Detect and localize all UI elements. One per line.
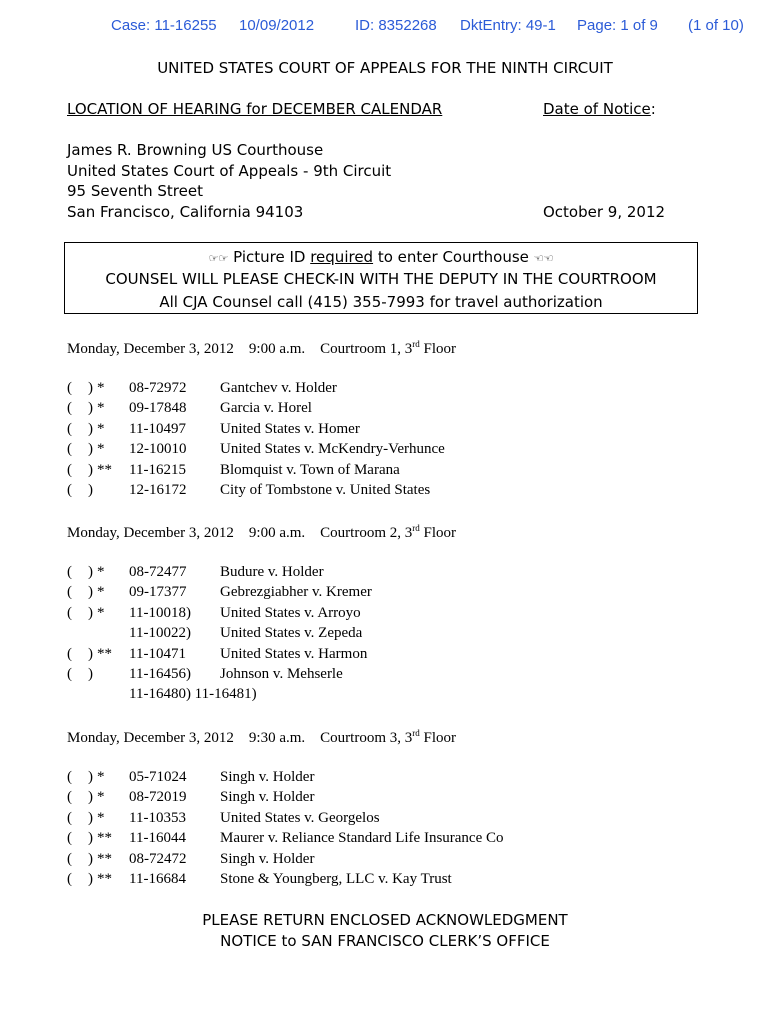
row-priority-marker: * [97,441,105,457]
notice-box-line-2: COUNSEL WILL PLEASE CHECK-IN WITH THE DEPUTY IN THE COURTROOM [105,270,657,288]
docket-count: (1 of 10) [688,17,744,34]
case-title: Singh v. Holder [220,851,315,867]
row-open-paren: ( [67,441,72,457]
case-number: 08-72472 [129,851,187,867]
case-title: United States v. Zepeda [220,625,363,641]
docket-page: Page: 1 of 9 [577,17,658,34]
case-number: 08-72972 [129,380,187,396]
row-priority-marker: * [97,400,105,416]
row-priority-marker: * [97,789,105,805]
calendar-floor: Floor [419,525,457,541]
notice-box [64,242,698,314]
row-open-paren: ( [67,830,72,846]
row-close-paren: ) [88,584,93,600]
case-number: 11-10022) [129,625,191,641]
row-priority-marker: ** [97,830,112,846]
row-close-paren: ) [88,871,93,887]
case-number: 11-10471 [129,646,186,662]
row-close-paren: ) [88,666,93,682]
enter-courthouse-text: to enter Courthouse [373,248,534,266]
case-number: 08-72019 [129,789,187,805]
calendar-room: Courtroom 2, 3 [320,525,413,541]
row-open-paren: ( [67,462,72,478]
row-close-paren: ) [88,380,93,396]
row-priority-marker: ** [97,462,112,478]
case-title: Garcia v. Horel [220,400,312,416]
row-priority-marker: * [97,564,105,580]
calendar-time: 9:30 a.m. [248,730,306,746]
row-priority-marker: * [97,380,105,396]
calendar-room-suffix: rd [412,728,420,738]
row-close-paren: ) [88,646,93,662]
row-priority-marker: * [97,584,105,600]
case-number: 09-17377 [129,584,187,600]
row-priority-marker: ** [97,871,112,887]
address-line-4: San Francisco, California 94103 [67,203,304,221]
footer-line-2: NOTICE to SAN FRANCISCO CLERK’S OFFICE [220,932,550,950]
row-open-paren: ( [67,564,72,580]
calendar-heading [67,523,456,542]
row-close-paren: ) [88,421,93,437]
row-open-paren: ( [67,380,72,396]
case-number: 12-10010 [129,441,187,457]
case-title: Maurer v. Reliance Standard Life Insurance Co [220,830,504,846]
calendar-heading [67,728,456,747]
row-open-paren: ( [67,646,72,662]
row-open-paren: ( [67,584,72,600]
docket-id: ID: 8352268 [355,17,437,34]
notice-box-line-1 [65,248,697,266]
pointing-right-hand-icon: ☞☞ [208,252,229,265]
required-text: required [310,248,374,266]
location-title: LOCATION OF HEARING for DECEMBER CALENDAR [67,100,443,118]
case-title: United States v. Homer [220,421,360,437]
address-line-1: James R. Browning US Courthouse [67,141,324,159]
calendar-floor: Floor [419,341,457,357]
row-close-paren: ) [88,564,93,580]
row-open-paren: ( [67,810,72,826]
footer-line-1: PLEASE RETURN ENCLOSED ACKNOWLEDGMENT [202,911,568,929]
case-number: 05-71024 [129,769,187,785]
calendar-room: Courtroom 3, 3 [320,730,413,746]
row-priority-marker: ** [97,851,112,867]
calendar-time: 9:00 a.m. [248,341,306,357]
row-close-paren: ) [88,830,93,846]
row-open-paren: ( [67,605,72,621]
case-number: 11-16684 [129,871,186,887]
case-title: Singh v. Holder [220,789,315,805]
calendar-date: Monday, December 3, 2012 [67,525,234,541]
row-open-paren: ( [67,851,72,867]
row-priority-marker: ** [97,646,112,662]
court-title: UNITED STATES COURT OF APPEALS FOR THE NINTH CIRCUIT [157,59,613,77]
row-close-paren: ) [88,789,93,805]
row-open-paren: ( [67,871,72,887]
row-open-paren: ( [67,400,72,416]
case-number: 11-10497 [129,421,186,437]
notice-date: October 9, 2012 [543,203,666,221]
case-number: 11-16215 [129,462,186,478]
case-number: 11-10353 [129,810,186,826]
case-title: Gebrezgiabher v. Kremer [220,584,372,600]
case-title: United States v. McKendry-Verhunce [220,441,445,457]
case-number: 09-17848 [129,400,187,416]
case-title: Stone & Youngberg, LLC v. Kay Trust [220,871,452,887]
calendar-date: Monday, December 3, 2012 [67,341,234,357]
row-close-paren: ) [88,462,93,478]
case-title: United States v. Harmon [220,646,368,662]
case-title: Johnson v. Mehserle [220,666,343,682]
case-title: Singh v. Holder [220,769,315,785]
row-close-paren: ) [88,605,93,621]
docket-case-number: Case: 11-16255 [111,17,217,34]
case-number: 12-16172 [129,482,187,498]
row-priority-marker: * [97,810,105,826]
picture-id-text: Picture ID [233,248,311,266]
row-priority-marker: * [97,421,105,437]
row-close-paren: ) [88,810,93,826]
row-priority-marker: * [97,605,105,621]
row-open-paren: ( [67,482,72,498]
case-title: United States v. Georgelos [220,810,380,826]
calendar-room-suffix: rd [412,339,420,349]
calendar-date: Monday, December 3, 2012 [67,730,234,746]
calendar-heading [67,339,456,358]
row-close-paren: ) [88,400,93,416]
case-number: 11-10018) [129,605,191,621]
address-line-2: United States Court of Appeals - 9th Circuit [67,162,392,180]
case-title: Gantchev v. Holder [220,380,337,396]
case-number: 08-72477 [129,564,187,580]
row-priority-marker: * [97,769,105,785]
case-title: Budure v. Holder [220,564,324,580]
address-line-3: 95 Seventh Street [67,182,203,200]
case-number: 11-16456) [129,666,191,682]
calendar-room-suffix: rd [412,523,420,533]
pointing-left-hand-icon: ☜☜ [533,252,554,265]
date-of-notice-label [543,100,656,118]
case-number: 11-16480) 11-16481) [129,686,257,702]
case-title: Blomquist v. Town of Marana [220,462,400,478]
calendar-floor: Floor [419,730,457,746]
row-close-paren: ) [88,441,93,457]
notice-box-line-3: All CJA Counsel call (415) 355-7993 for travel authorization [159,293,603,311]
calendar-time: 9:00 a.m. [248,525,306,541]
row-open-paren: ( [67,421,72,437]
calendar-room: Courtroom 1, 3 [320,341,413,357]
date-of-notice-text: Date of Notice [543,100,651,118]
case-title: City of Tombstone v. United States [220,482,431,498]
docket-date: 10/09/2012 [239,17,315,34]
row-close-paren: ) [88,769,93,785]
case-number: 11-16044 [129,830,186,846]
row-open-paren: ( [67,789,72,805]
row-open-paren: ( [67,666,72,682]
case-title: United States v. Arroyo [220,605,361,621]
row-open-paren: ( [67,769,72,785]
row-close-paren: ) [88,482,93,498]
docket-entry: DktEntry: 49-1 [460,17,556,34]
row-close-paren: ) [88,851,93,867]
date-of-notice-colon: : [650,100,656,118]
